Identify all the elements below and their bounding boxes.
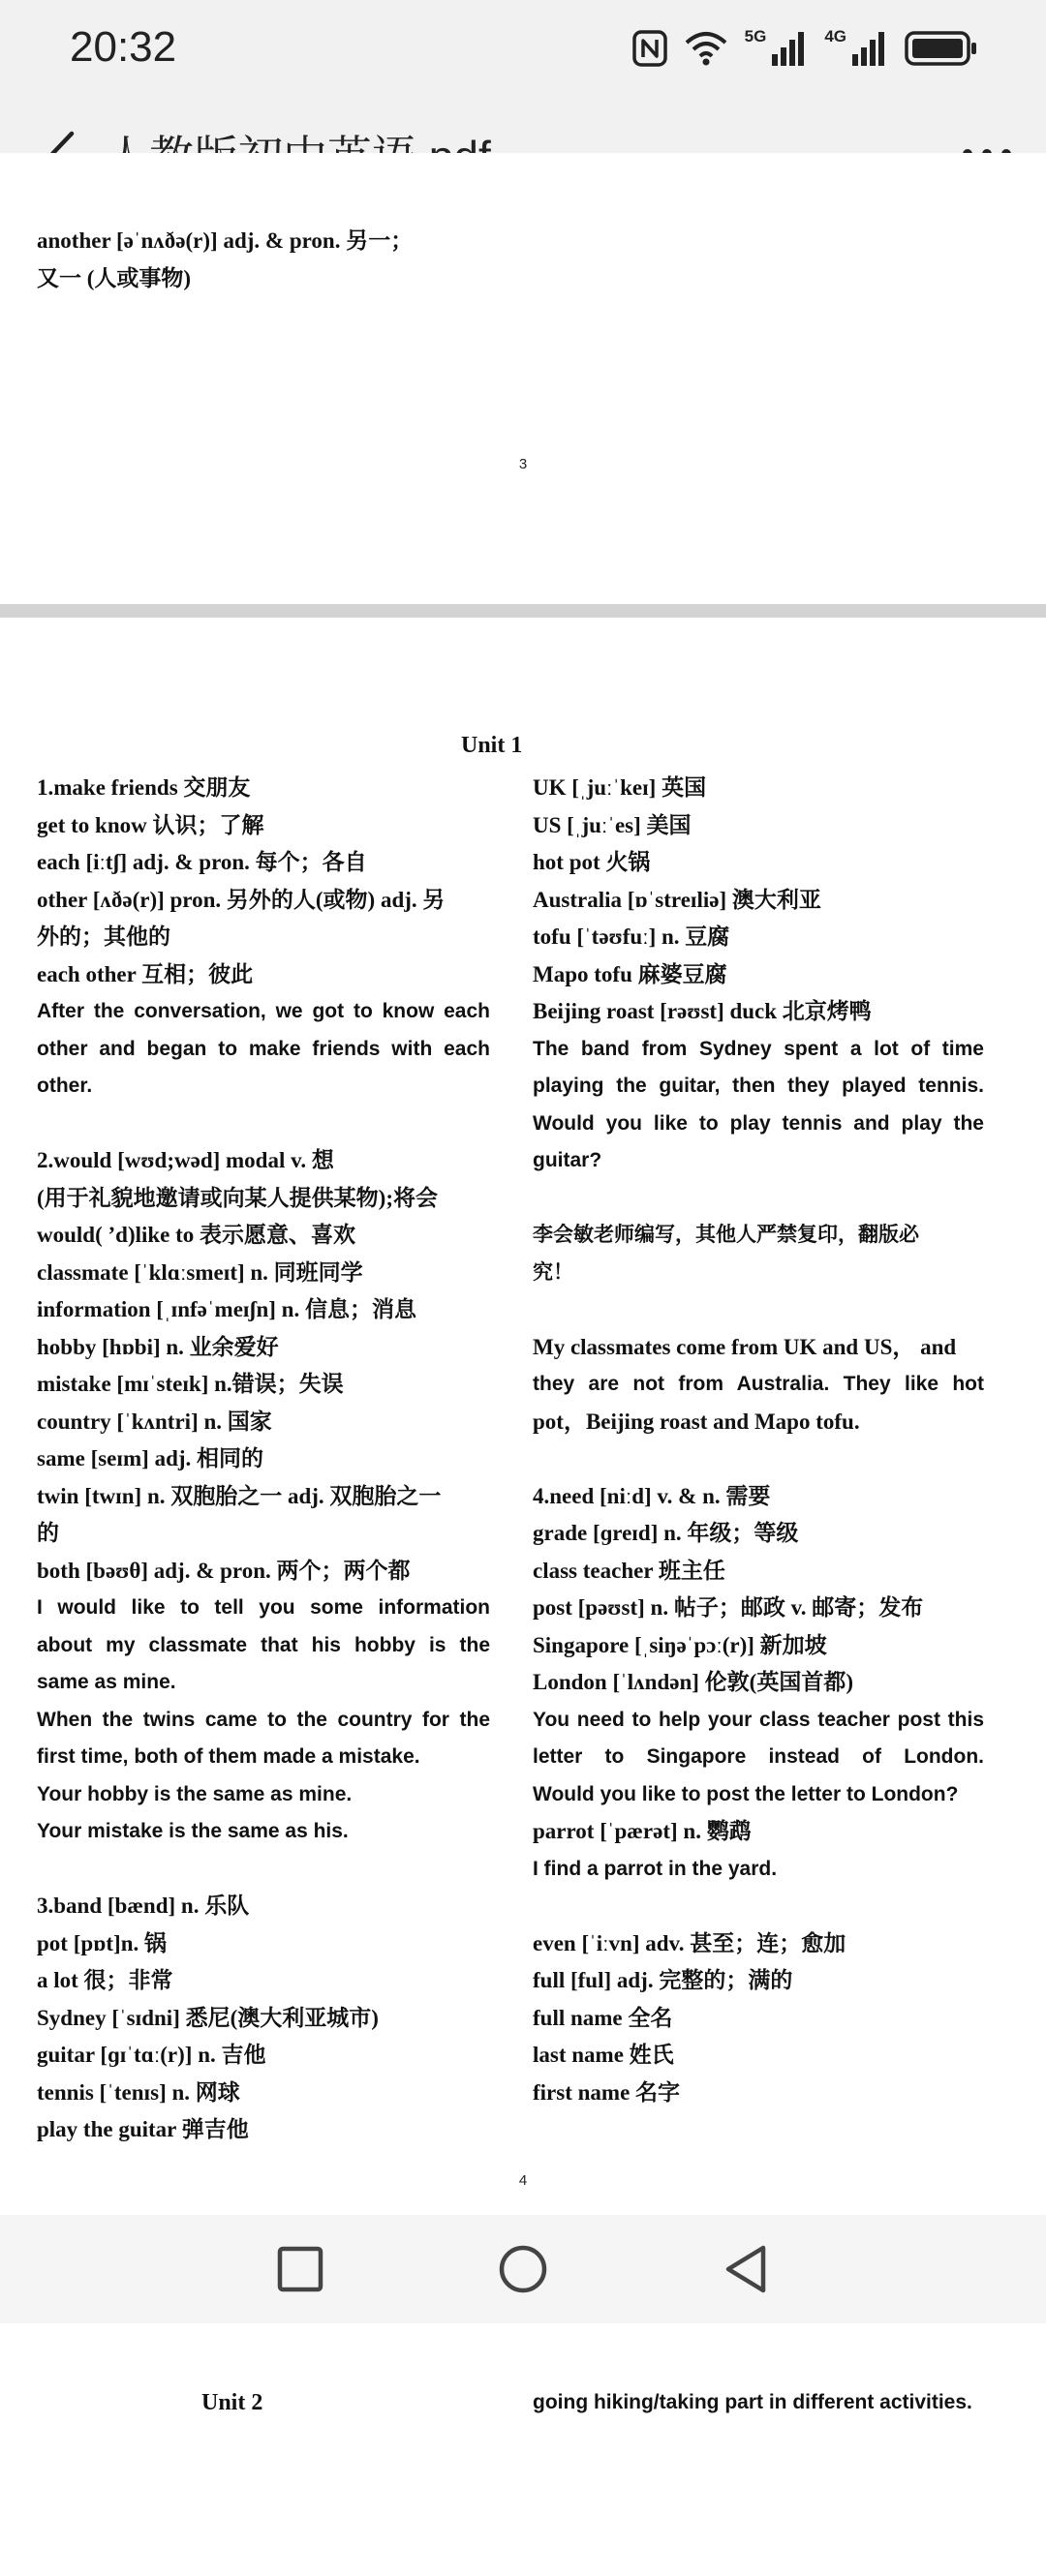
recents-button[interactable] <box>262 2234 339 2304</box>
left-column-line: Your hobby is the same as mine. <box>37 1782 353 1805</box>
left-column-line: Sydney [ˈsɪdni] 悉尼(澳大利亚城市) <box>37 2005 379 2030</box>
right-column-line: they are not from Australia. They like hot <box>533 1373 984 1395</box>
right-column-line: Mapo tofu 麻婆豆腐 <box>533 961 727 986</box>
home-button[interactable] <box>484 2234 562 2304</box>
back-triangle-icon <box>723 2243 769 2295</box>
page-number: 3 <box>518 456 528 472</box>
right-column-line: tofu [ˈtəʊfuː] n. 豆腐 <box>533 924 730 949</box>
right-column-line: Would you like to post the letter to London? <box>533 1782 959 1805</box>
right-column-line: full [ful] adj. 完整的；满的 <box>533 1968 793 1992</box>
system-back-button[interactable] <box>707 2234 784 2304</box>
right-column-line: The band from Sydney spent a lot of time <box>533 1037 984 1060</box>
left-column-line: I would like to tell you some information <box>37 1596 490 1619</box>
left-column-line: other [ʌðə(r)] pron. 另外的人(或物) adj. 另 <box>37 887 446 912</box>
unit-2-title: Unit 2 <box>201 2390 263 2415</box>
left-column-line: first time, both of them made a mistake. <box>37 1745 420 1768</box>
left-column-line: 1.make friends 交朋友 <box>37 775 251 800</box>
right-column-line: Australia [ɒˈstreɪliə] 澳大利亚 <box>533 887 821 912</box>
left-column-line: country [ˈkʌntri] n. 国家 <box>37 1409 272 1434</box>
right-column-line: letter to Singapore instead of London. <box>533 1745 984 1768</box>
page-line: 又一 (人或事物) <box>37 265 192 290</box>
right-column-line: London [ˈlʌndən] 伦敦(英国首都) <box>533 1670 853 1694</box>
left-column-line: play the guitar 弹吉他 <box>37 2117 249 2141</box>
right-column-line: parrot [ˈpærət] n. 鹦鹉 <box>533 1819 752 1843</box>
right-column-line: Beijing roast [rəʊst] duck 北京烤鸭 <box>533 999 872 1023</box>
right-column-line: I find a parrot in the yard. <box>533 1857 778 1880</box>
left-column-line: a lot 很；非常 <box>37 1968 173 1992</box>
right-column-line: US [ˌjuːˈes] 美国 <box>533 812 692 837</box>
signal-5g-icon <box>770 31 807 66</box>
left-column-line: 2.would [wʊd;wəd] modal v. 想 <box>37 1148 334 1172</box>
left-column-line: hobby [hɒbi] n. 业余爱好 <box>37 1334 279 1359</box>
pdf-page-5 <box>0 2286 1046 2576</box>
left-column-line: each [iːtʃ] adj. & pron. 每个；各自 <box>37 850 367 874</box>
page-number: 4 <box>518 2172 528 2189</box>
left-column-line: When the twins came to the country for the <box>37 1708 490 1731</box>
left-column-line: get to know 认识；了解 <box>37 812 264 837</box>
right-column-line: playing the guitar, then they played tennis. <box>533 1075 984 1097</box>
left-column-line: pot [pɒt]n. 锅 <box>37 1930 167 1955</box>
pdf-page-3 <box>0 153 1046 604</box>
nfc-icon <box>632 30 667 67</box>
left-column-line: other. <box>37 1075 93 1097</box>
left-column-line: After the conversation, we got to know each <box>37 1000 490 1022</box>
right-column-line: UK [ˌjuːˈkeɪ] 英国 <box>533 775 707 800</box>
left-column-line: information [ˌɪnfəˈmeɪʃn] n. 信息；消息 <box>37 1297 416 1321</box>
signal-5g-label: 5G <box>744 27 767 45</box>
right-column-line: Would you like to play tennis and play the <box>533 1111 984 1135</box>
left-column-line: tennis [ˈtenɪs] n. 网球 <box>37 2079 240 2105</box>
right-column-line: grade [ɡreɪd] n. 年级；等级 <box>533 1521 799 1545</box>
navigation-bar <box>0 2215 1046 2323</box>
right-column-line: last name 姓氏 <box>533 2043 674 2067</box>
left-column-line: other and began to make friends with each <box>37 1037 490 1060</box>
right-column-line: full name 全名 <box>533 2005 673 2030</box>
right-column-line: My classmates come from UK and US， and <box>533 1334 957 1359</box>
left-column-line: 外的；其他的 <box>37 924 170 949</box>
right-column-line: 李会敏老师编写，其他人严禁复印，翻版必 <box>533 1224 919 1246</box>
left-column-line: would( ’d)like to 表示愿意、喜欢 <box>37 1223 356 1247</box>
right-column-line: guitar? <box>533 1149 602 1171</box>
left-column-line: 3.band [bænd] n. 乐队 <box>37 1894 250 1918</box>
signal-4g-icon <box>850 31 887 66</box>
status-icons <box>632 27 978 70</box>
right-column-line: pot，Beijing roast and Mapo tofu. <box>533 1409 860 1434</box>
right-column-line: hot pot 火锅 <box>533 850 651 874</box>
left-column-line: same as mine. <box>37 1671 176 1693</box>
left-column-line: both [bəʊθ] adj. & pron. 两个；两个都 <box>37 1558 411 1583</box>
right-column-line: You need to help your class teacher post this <box>533 1708 984 1731</box>
right-column-line: post [pəʊst] n. 帖子；邮政 v. 邮寄；发布 <box>533 1595 924 1620</box>
left-column-line: about my classmate that his hobby is the <box>37 1633 490 1656</box>
page-line: another [əˈnʌðə(r)] adj. & pron. 另一； <box>37 228 414 253</box>
right-column-line: 4.need [niːd] v. & n. 需要 <box>533 1483 771 1508</box>
left-column-line: (用于礼貌地邀请或向某人提供某物);将会 <box>37 1185 438 1210</box>
left-column-line: mistake [mɪˈsteɪk] n.错误；失误 <box>37 1372 344 1396</box>
right-column-line: first name 名字 <box>533 2079 681 2105</box>
right-column-line: class teacher 班主任 <box>533 1558 725 1583</box>
left-column-line: guitar [ɡɪˈtɑː(r)] n. 吉他 <box>37 2043 266 2067</box>
signal-4g-label: 4G <box>824 27 846 45</box>
home-circle-icon <box>497 2243 549 2295</box>
status-bar <box>0 0 1046 97</box>
recents-square-icon <box>276 2245 324 2293</box>
right-column-line: even [ˈiːvn] adv. 甚至；连；愈加 <box>533 1930 846 1955</box>
left-column-line: twin [twɪn] n. 双胞胎之一 adj. 双胞胎之一 <box>37 1483 442 1508</box>
page-line: going hiking/taking part in different activities. <box>533 2391 972 2413</box>
left-column-line: Your mistake is the same as his. <box>37 1820 349 1842</box>
status-time: 20:32 <box>70 23 177 71</box>
right-column-line: Singapore [ˌsiŋəˈpɔː(r)] 新加坡 <box>533 1632 827 1657</box>
battery-icon <box>905 30 978 67</box>
pdf-page-4 <box>0 618 1046 2273</box>
wifi-icon <box>685 31 727 66</box>
left-column-line: same [seɪm] adj. 相同的 <box>37 1446 264 1470</box>
left-column-line: each other 互相；彼此 <box>37 961 254 986</box>
left-column-line: classmate [ˈklɑːsmeɪt] n. 同班同学 <box>37 1259 363 1285</box>
right-column-line: 究！ <box>533 1260 573 1284</box>
pdf-viewport[interactable] <box>0 211 1046 2415</box>
left-column-line: 的 <box>37 1521 59 1545</box>
unit-title: Unit 1 <box>461 733 523 758</box>
